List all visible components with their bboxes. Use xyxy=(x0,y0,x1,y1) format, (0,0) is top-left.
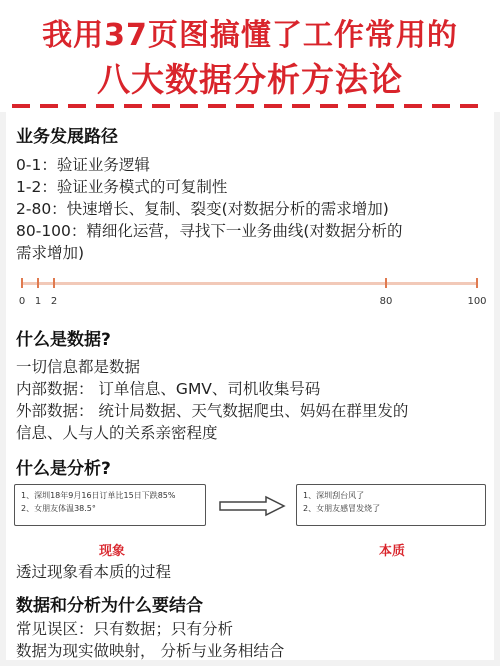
timeline-bar xyxy=(22,282,477,285)
section-title-business-path: 业务发展路径 xyxy=(16,127,118,147)
data-line: 外部数据： 统计局数据、天气数据爬虫、妈妈在群里发的 xyxy=(16,402,409,420)
what-is-data-text xyxy=(16,356,408,444)
timeline-tick-label: 0 xyxy=(18,296,26,307)
combine-text xyxy=(16,618,284,662)
essence-caption: 本质 xyxy=(378,544,406,559)
timeline-tick-label: 80 xyxy=(379,296,393,307)
title-line-2: 八大数据分析方法论 xyxy=(97,60,403,99)
timeline-tick-label: 2 xyxy=(50,296,58,307)
phenomenon-item: 1、深圳18年9月16日订单比15日下跌85% xyxy=(21,491,176,500)
timeline-tick xyxy=(37,278,39,288)
timeline-tick-label: 1 xyxy=(34,296,42,307)
timeline-tick xyxy=(385,278,387,288)
business-path-line: 0-1：验证业务逻辑 xyxy=(16,156,150,174)
title-line-1: 我用37页图搞懂了工作常用的 xyxy=(42,18,458,53)
dashed-divider xyxy=(12,104,488,108)
combine-line: 常见误区：只有数据；只有分析 xyxy=(16,620,234,638)
timeline-tick-label: 100 xyxy=(467,296,487,307)
section-title-combine: 数据和分析为什么要结合 xyxy=(16,596,203,616)
essence-box xyxy=(296,484,486,526)
business-path-line: 需求增加) xyxy=(16,244,85,262)
essence-item: 1、深圳刮台风了 xyxy=(303,491,365,500)
header xyxy=(0,0,500,112)
business-path-line: 1-2：验证业务模式的可复制性 xyxy=(16,178,228,196)
section-title-what-is-data: 什么是数据? xyxy=(16,330,111,350)
timeline-tick xyxy=(21,278,23,288)
right-arrow-icon xyxy=(218,495,288,517)
timeline-tick xyxy=(53,278,55,288)
data-line: 一切信息都是数据 xyxy=(16,358,141,376)
data-line: 信息、人与人的关系亲密程度 xyxy=(16,424,218,442)
business-path-line: 2-80：快速增长、复制、裂变(对数据分析的需求增加) xyxy=(16,200,389,218)
combine-line: 数据为现实做映射， 分析与业务相结合 xyxy=(16,642,285,660)
business-path-line: 80-100：精细化运营，寻找下一业务曲线(对数据分析的 xyxy=(16,222,403,240)
business-path-text xyxy=(16,154,402,264)
timeline-tick xyxy=(476,278,478,288)
essence-item: 2、女朋友感冒发烧了 xyxy=(303,504,381,513)
data-line: 内部数据： 订单信息、GMV、司机收集号码 xyxy=(16,380,321,398)
phenomenon-box xyxy=(14,484,206,526)
section-title-what-is-analysis: 什么是分析? xyxy=(16,459,111,479)
analysis-summary: 透过现象看本质的过程 xyxy=(16,563,172,581)
phenomenon-item: 2、女朋友体温38.5° xyxy=(21,504,96,513)
phenomenon-caption: 现象 xyxy=(98,544,126,559)
